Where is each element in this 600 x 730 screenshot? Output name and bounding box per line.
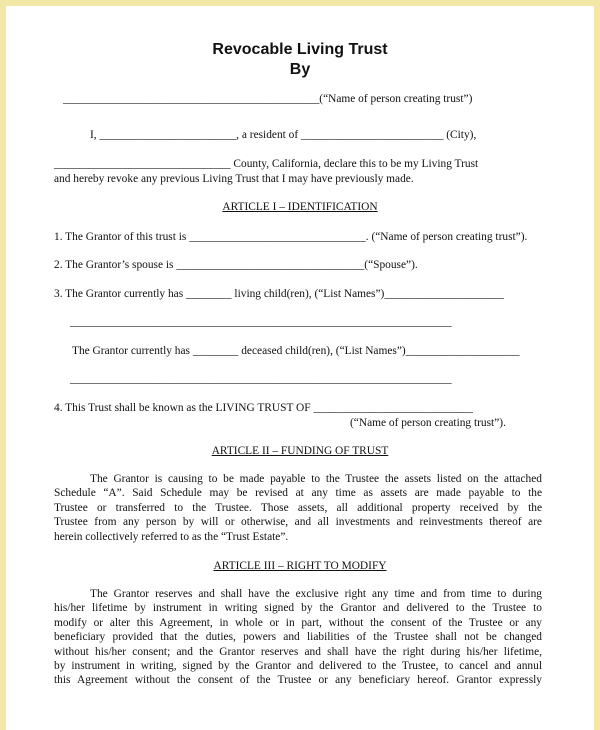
article-2-heading: ARTICLE II – FUNDING OF TRUST bbox=[211, 445, 389, 457]
document-subtitle: By bbox=[289, 61, 311, 78]
article-2-line: Schedule “A”. Said Schedule may be revised at any time as assets are made payable to the bbox=[54, 487, 542, 500]
article-1-item-3-blank: ___________________________________________________________________ bbox=[70, 316, 452, 328]
article-3-line: by instrument in writing, signed by the Grantor and delivered to the Trustee, to cancel and annul bbox=[54, 660, 542, 673]
article-3-heading: ARTICLE III – RIGHT TO MODIFY bbox=[213, 560, 387, 572]
article-1-item-4-cont: (“Name of person creating trust”). bbox=[350, 417, 506, 429]
article-1-item-4: 4. This Trust shall be known as the LIVING TRUST OF ____________________________ bbox=[54, 402, 473, 414]
article-1-item-2: 2. The Grantor’s spouse is _________________________________(“Spouse”). bbox=[54, 259, 418, 271]
article-3-line: modify or alter this Agreement, in whole or in part, without the consent of the Trustee or any bbox=[54, 616, 542, 629]
document-title: Revocable Living Trust bbox=[212, 41, 388, 58]
article-2-line: The Grantor is causing to be made payable to the Trustee the assets listed on the attached bbox=[90, 473, 542, 485]
resident-line: I, ________________________, a resident of _________________________ (City), bbox=[90, 129, 477, 141]
article-3-paragraph bbox=[54, 587, 542, 688]
article-3-line: The Grantor reserves and shall have the exclusive right any time and from time to during bbox=[90, 588, 542, 600]
article-1-item-3: 3. The Grantor currently has ________ living child(ren), (“List Names”)_____________________ bbox=[54, 288, 504, 300]
revoke-line: and hereby revoke any previous Living Trust that I may have previously made. bbox=[54, 173, 414, 185]
article-3-line: without his/her consent; and the Grantor reserves and shall have the right during his/her lifetime, bbox=[54, 645, 542, 658]
article-2-line: Trustee from any person by will or otherwise, and all investments and reinvestments thereof are bbox=[54, 516, 542, 529]
county-line: _______________________________ County, California, declare this to be my Living Trust bbox=[54, 158, 479, 170]
article-1-item-1: 1. The Grantor of this trust is _______________________________. (“Name of person creating trust”). bbox=[54, 231, 528, 243]
document-page bbox=[6, 6, 594, 730]
article-1-item-3b-blank: ___________________________________________________________________ bbox=[70, 373, 452, 385]
article-3-line: this Agreement without the consent of the Trustee or any beneficiary hereof. Grantor expressly bbox=[54, 674, 542, 687]
name-line: _____________________________________________(“Name of person creating trust”) bbox=[63, 93, 473, 105]
article-1-heading: ARTICLE I – IDENTIFICATION bbox=[222, 201, 378, 213]
article-2-paragraph bbox=[54, 472, 542, 544]
article-3-line: his/her lifetime by instrument in writing signed by the Grantor and delivered to the Trustee to bbox=[54, 602, 542, 615]
article-3-line: beneficiary provided that the duties, powers and liabilities of the Trustee shall not be changed bbox=[54, 631, 542, 644]
article-1-item-3b: The Grantor currently has ________ deceased child(ren), (“List Names”)____________________ bbox=[72, 345, 520, 357]
article-2-line: herein collectively referred to as the “Trust Estate”. bbox=[54, 530, 289, 543]
article-2-line: Trustee or transferred to the Trustee. Those assets, all additional property received by the bbox=[54, 501, 542, 514]
